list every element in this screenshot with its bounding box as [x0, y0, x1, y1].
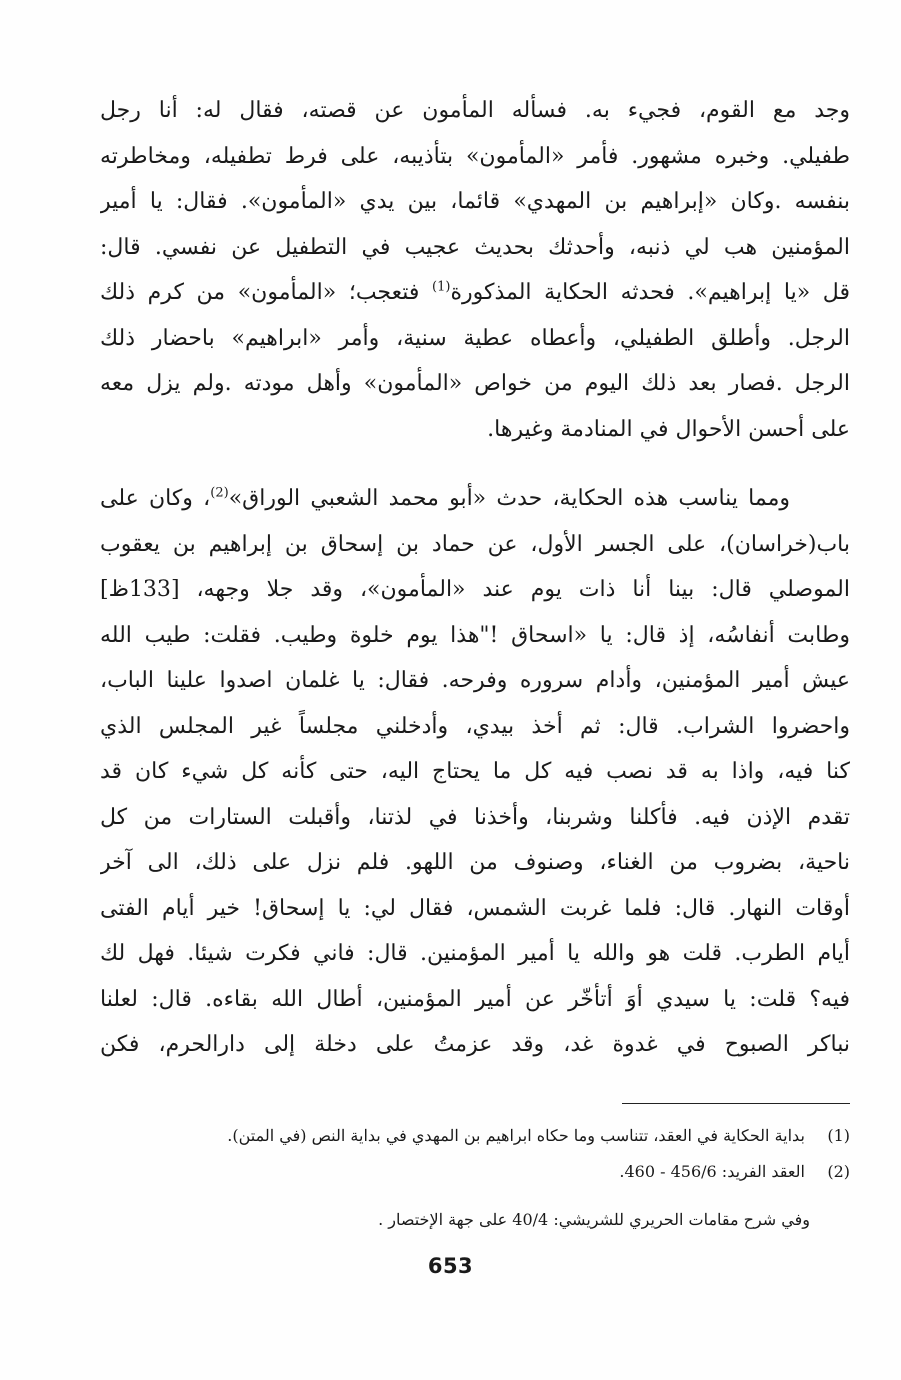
text-line: الرجل .فصار بعد ذلك اليوم من خواص «المأمون» وأهل مودته .ولم يزل معه [100, 371, 850, 396]
text-line: طفيلي. وخبره مشهور. فأمر «المأمون» بتأذيبه، على فرط تطفيله، ومخاطرته [100, 143, 850, 169]
footnote-text: وفي شرح مقامات الحريري للشريشي: 40/4 على جهة الإختصار . [378, 1210, 810, 1229]
text-line: المؤمنين هب لي ذنبه، وأحدثك بحديث عجيب في التطفيل عن نفسي. قال: [100, 234, 850, 260]
footnote-2 [280, 1160, 850, 1184]
paragraph-1 [100, 88, 850, 452]
text-line: الرجل. وأطلق الطفيلي، وأعطاه عطية سنية، وأمر «ابراهيم» باحضار ذلك [100, 325, 850, 351]
text-line-with-footnote [100, 270, 850, 316]
page-number: 653 [427, 1254, 474, 1278]
text-line: تقدم الإذن فيه. فأكلنا وشربنا، وأخذنا في لذتنا، وأقبلت الستارات من كل [100, 804, 850, 830]
text-line: عيش أمير المؤمنين، وأدام سروره وفرحه. فقال: يا غلمان اصدوا علينا الباب، [100, 668, 850, 693]
footnote-text: العقد الفريد: 456/6 - 460. [619, 1162, 805, 1181]
paragraph-2 [100, 476, 850, 1068]
text-line: فيه؟ قلت: يا سيدي أوَ أتأخّر عن أمير المؤمنين، أطال الله بقاءه. قال: لعلنا [100, 986, 850, 1012]
footnote-text: بداية الحكاية في العقد، تتناسب وما حكاه ابراهيم بن المهدي في بداية النص (في المتن). [227, 1126, 805, 1145]
footnote-1 [227, 1124, 850, 1148]
footnote-2-continuation [280, 1208, 850, 1232]
text-segment: فتعجب؛ «المأمون» من كرم ذلك [100, 280, 433, 305]
text-segment: ومما يناسب هذه الحكاية، حدث «أبو محمد الشعبي الوراق» [228, 486, 790, 511]
text-line: واحضروا الشراب. قال: ثم أخذ بيدي، وأدخلني مجلساً غير المجلس الذي [100, 713, 850, 739]
text-line: أيام الطرب. قلت هو والله يا أمير المؤمنين. قال: فاني فكرت شيئا. فهل لك [100, 941, 850, 966]
text-line: وطابت أنفاسُه، إذ قال: يا «اسحاق !"هذا يوم خلوة وطيب. فقلت: طيب الله [100, 622, 850, 648]
text-line: وجد مع القوم، فجيء به. فسأله المأمون عن قصته، فقال له: أنا رجل [100, 98, 850, 123]
text-line: ناحية، بضروب من الغناء، وصنوف من اللهو. فلم نزل على ذلك، الى آخر [100, 850, 850, 875]
text-segment: ، وكان على [100, 486, 211, 511]
footnote-marker-1[interactable]: (1) [432, 279, 451, 295]
footnote-number: (1) [827, 1126, 850, 1145]
footnote-number: (2) [827, 1162, 850, 1181]
text-line: بنفسه .وكان «إبراهيم بن المهدي» قائما، بين يدي «المأمون». فقال: يا أمير [100, 189, 850, 214]
text-segment: قل «يا إبراهيم». فحدثه الحكاية المذكورة [450, 280, 850, 305]
text-line: على أحسن الأحوال في المنادمة وغيرها. [487, 416, 850, 442]
text-line: أوقات النهار. قال: فلما غربت الشمس، فقال لي: يا إسحاق! خير أيام الفتى [100, 895, 850, 921]
footnote-marker-2[interactable]: (2) [210, 485, 229, 501]
text-line-with-footnote [100, 476, 850, 522]
text-line: نباكر الصبوح في غدوة غد، وقد عزمتُ على دخلة إلى دارالحرم، فكن [100, 1032, 850, 1057]
footnote-separator [622, 1103, 850, 1104]
text-line: باب(خراسان)، على الجسر الأول، عن حماد بن إسحاق بن إبراهيم بن يعقوب [100, 531, 850, 557]
text-line: الموصلي قال: بينا أنا ذات يوم عند «المأمون»، وقد جلا وجهه، [133ظ] [100, 577, 850, 602]
text-line: كنا فيه، واذا به قد نصب فيه كل ما يحتاج اليه، حتى كأنه كل شيء كان قد [100, 759, 850, 784]
